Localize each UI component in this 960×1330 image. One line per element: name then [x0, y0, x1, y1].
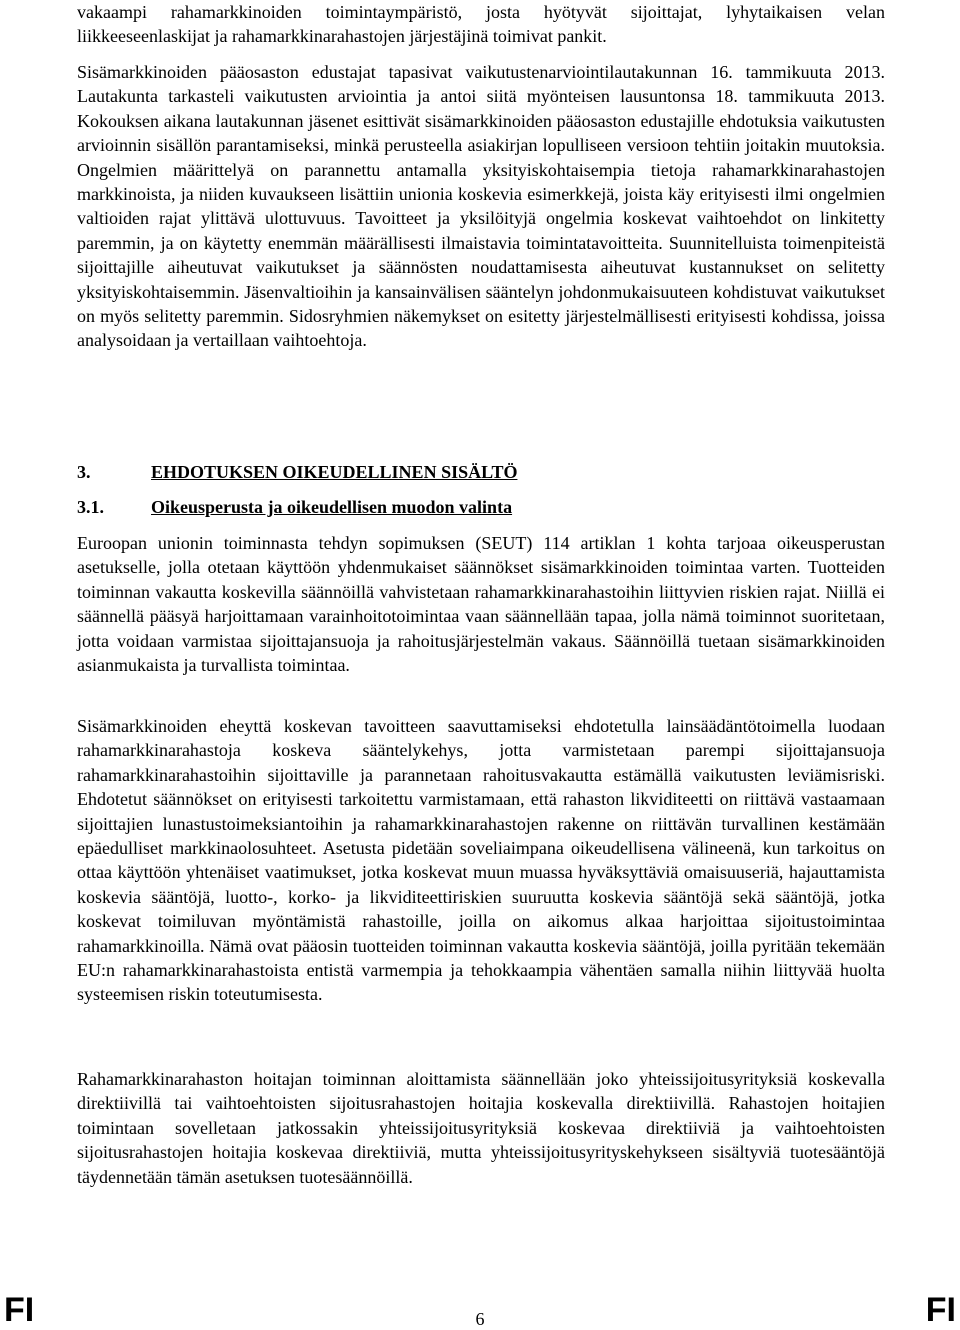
subsection-number: 3.1. — [77, 497, 104, 517]
subsection-title: Oikeusperusta ja oikeudellisen muodon valinta — [151, 497, 513, 517]
subsection-heading — [77, 495, 512, 519]
language-code-left: FI — [4, 1291, 35, 1329]
section-title: EHDOTUKSEN OIKEUDELLINEN SISÄLTÖ — [151, 462, 518, 482]
paragraph-legal-basis: Euroopan unionin toiminnasta tehdyn sopimuksen (SEUT) 114 artiklan 1 kohta tarjoaa oikeusperustan asetukselle, jolla otetaan käyttöön yhdenmukaiset säännökset sisämarkkinoiden toimintaa varten. Tuotteiden toiminnan vakautta koskevilla säännöillä vahvistetaan rahamarkkinarahastoihin liittyvien riskien rajat. Niillä ei säännellä pääsyä harjoittamaan varainhoitotoimintaa vaan säännellään tapaa, jolla nämä toiminnot suoritetaan, jotta voidaan varmistaa sijoittajansuoja ja rahoitusjärjestelmän vakaus. Säännöillä tuetaan sisämarkkinoiden asianmukaista ja turvallista toimintaa. — [77, 533, 885, 676]
paragraph-regulation: Sisämarkkinoiden eheyttä koskevan tavoitteen saavuttamiseksi ehdotetulla lainsäädäntötoimella luodaan rahamarkkinarahastoja koskeva sääntelykehys, jotta varmistetaan parempi sijoittajansuoja rahamarkkinarahastoihin sijoittaville ja parannetaan rahoitusvakautta estämällä vaikutusten leviämisriski. Ehdotetut säännökset on erityisesti tarkoitettu varmistamaan, että rahaston likviditeetti on riittävä vastaamaan sijoittajien lunastustoimeksiantoihin ja rahamarkkinarahastojen rakenne on riittävän turvallinen kestämään epäedulliset markkinaolosuhteet. Asetusta pidetään soveliaimpana oikeudellisena välineenä, kun tarkoitus on ottaa käyttöön yhtenäiset vaatimukset, jotka koskevat muun muassa hyväksyttäviä omaisuuseriä, hajauttamista koskevia sääntöjä, luotto-, korko- ja likviditeettiriskien suuruutta koskevia sääntöjä sekä sääntöjä, jotka koskevat toimiluvan myöntämistä rahastoille, joilla on aikomus alkaa harjoittaa sijoitustoimintaa rahamarkkinoilla. Nämä ovat pääosin tuotteiden toiminnan vakautta koskevia sääntöjä, joilla pyritään tekemään EU:n rahamarkkinarahastoista entistä varmempia ja tehokkaampia vähentäen samalla niihin liittyvää huolta systeemisen riskin toteutumisesta. — [77, 716, 885, 1005]
section-number: 3. — [77, 462, 91, 482]
paragraph-consultation: Sisämarkkinoiden pääosaston edustajat tapasivat vaikutustenarviointilautakunnan 16. tammikuuta 2013. Lautakunta tarkasteli vaikutusten arviointia ja antoi siitä myönteisen lausuntonsa 18. tammikuuta 2013. Kokouksen aikana lautakunnan jäsenet esittivät sisämarkkinoiden pääosaston edustajille ehdotuksia vaikutusten arvioinnin sisällön parantamiseksi, minkä perusteella asiakirjan lopulliseen versioon tehtiin joitakin muutoksia. Ongelmien määrittelyä on parannettu antamalla yksityiskohtaisempia tietoja rahamarkkinarahastojen markkinoista, ja niiden kuvaukseen lisättiin unionia koskevia esimerkkejä, joista käy erityisesti ilmi ongelmien valtioiden rajat ylittävä ulottuvuus. Tavoitteet ja yksilöityjä ongelmia koskevat vaihtoehdot on linkitetty paremmin, ja on käytetty enemmän määrällisesti ilmaistavia toimintatavoitteita. Suunnitelluista toimenpiteistä sijoittajille aiheutuvat vaikutukset ja säännösten noudattamisesta aiheutuvat kustannukset on selitetty yksityiskohtaisemmin. Jäsenvaltioihin ja kansainvälisen sääntelyn johdonmukaisuuteen kohdistuvat vaikutukset on myös selitetty paremmin. Sidosryhmien näkemykset on esitetty järjestelmällisesti erityisesti kohdissa, joissa analysoidaan ja vertaillaan vaihtoehtoja. — [77, 62, 885, 351]
section-heading — [77, 460, 517, 484]
language-code-right: FI — [925, 1291, 956, 1329]
paragraph-manager: Rahamarkkinarahaston hoitajan toiminnan aloittamista säännellään joko yhteissijoitusyrityksiä koskevalla direktiivillä tai vaihtoehtoisten sijoitusrahastojen hoitajia koskevalla direktiivillä. Rahastojen hoitajien toimintaan sovelletaan jatkossakin yhteissijoitusyrityksiä koskevaa direktiiviä ja vaihtoehtoisten sijoitusrahastojen hoitajia koskevaa direktiiviä, mutta yhteissijoitusyrityskehykseen sisältyviä tuotesääntöjä täydennetään tämän asetuksen tuotesäännöillä. — [77, 1069, 885, 1187]
page-footer — [0, 1290, 960, 1330]
paragraph-intro: vakaampi rahamarkkinoiden toimintaympäristö, josta hyötyvät sijoittajat, lyhytaikaisen velan liikkeeseenlaskijat ja rahamarkkinarahastojen järjestäjinä toimivat pankit. — [77, 2, 885, 47]
page-number: 6 — [475, 1309, 485, 1329]
